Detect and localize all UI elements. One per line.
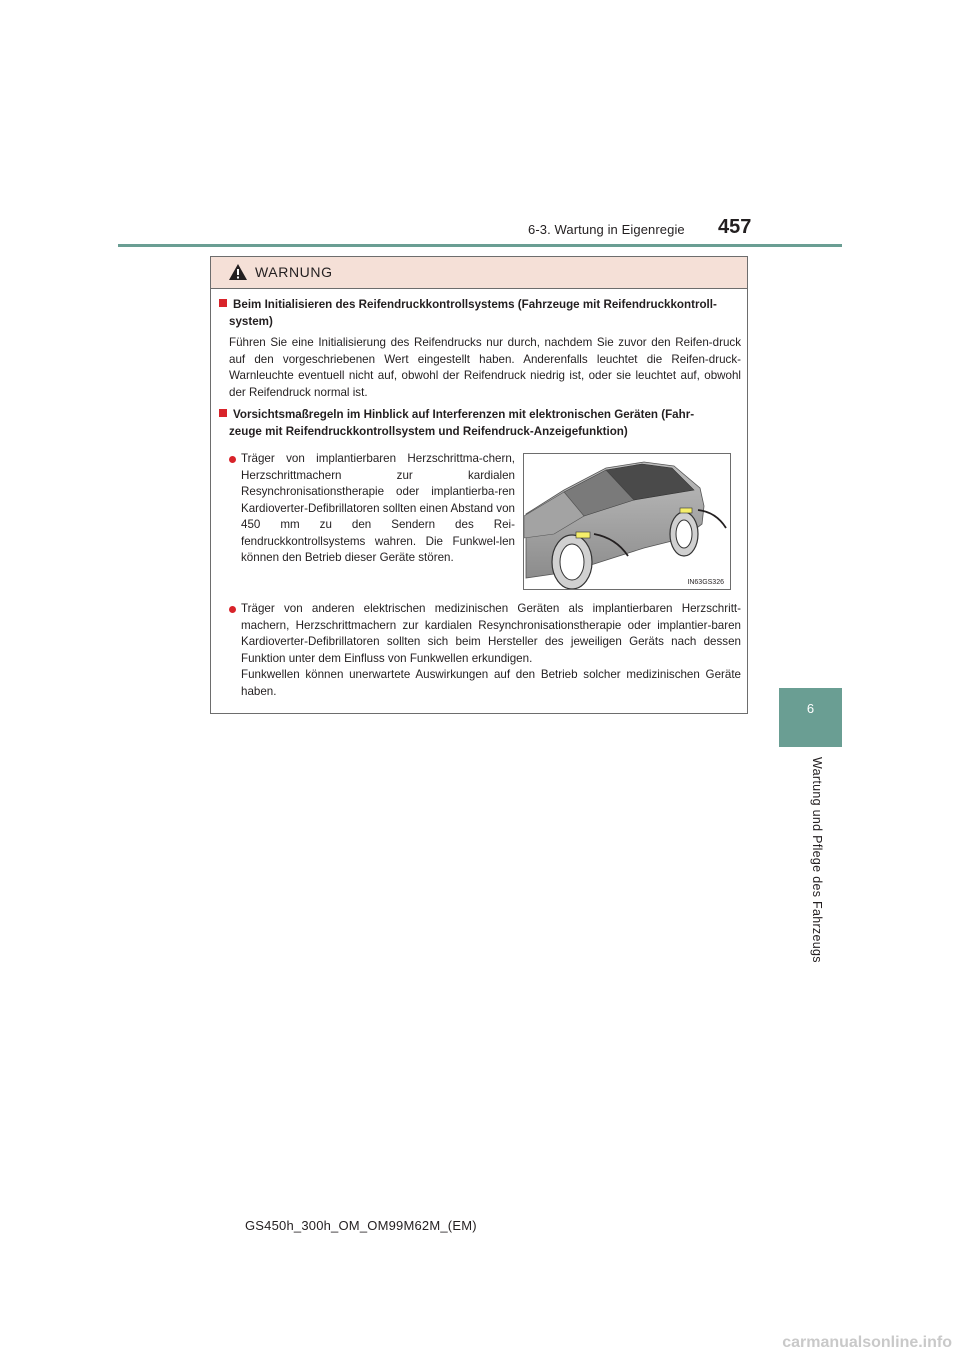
header-rule — [118, 244, 842, 247]
warning-triangle-icon — [228, 263, 248, 281]
warning-title: WARNUNG — [255, 264, 333, 280]
chapter-title: Wartung und Pflege des Fahrzeugs — [810, 757, 824, 963]
section1-title: Beim Initialisieren des Reifendruckkontrollsystems (Fahrzeuge mit Reifendruckkontroll- system) — [219, 297, 741, 330]
car-illustration-icon — [524, 454, 730, 589]
section1-body: Führen Sie eine Initialisierung des Reifendrucks nur durch, nachdem Sie zuvor den Reifen-druck auf den vorgeschriebenen Wert eingestellt haben. Anderenfalls leuchtet die Reifen-druck-Warnleuchte eventuell nicht auf, obwohl der Reifendruck niedrig ist, oder sie leuchtet auf, obwohl der Reifendruck normal ist. — [229, 336, 741, 399]
red-square-icon — [219, 299, 227, 307]
section-header: 6-3. Wartung in Eigenregie — [528, 222, 685, 237]
page-number: 457 — [718, 216, 752, 238]
manual-code: GS450h_300h_OM_OM99M62M_(EM) — [245, 1218, 477, 1233]
warning-header — [211, 257, 747, 289]
figure-code: IN63GS326 — [687, 579, 724, 586]
section2-title: Vorsichtsmaßregeln im Hinblick auf Interferenzen mit elektronischen Geräten (Fahr- zeuge mit Reifendruckkontrollsystem und Reifendruck-Anzeigefunktion) — [219, 407, 741, 440]
car-sensor-illustration — [523, 453, 731, 590]
warning-box — [210, 256, 748, 714]
red-dot-icon — [229, 606, 236, 613]
red-square-icon — [219, 409, 227, 417]
red-dot-icon — [229, 456, 236, 463]
bullet-item: Träger von anderen elektrischen medizinischen Geräten als implantierbaren Herzschritt-machern, Herzschrittmachern zur kardialen Resynchronisationstherapie oder implantier-baren Kardioverter-Defibrillatoren sollten sich beim Hersteller des jeweiligen Geräts nach dessen Funktion unter dem Einfluss von Funkwellen erkundigen. Funkwellen können unerwartete Auswirkungen auf den Betrieb solcher medizinischen Geräte haben. — [229, 601, 741, 700]
watermark: carmanualsonline.info — [782, 1334, 952, 1351]
bullet-item: Träger von implantierbaren Herzschrittma-chern, Herzschrittmachern zur kardialen Resynchronisationstherapie oder implantierba-ren Kardioverter-Defibrillatoren sollten einen Abstand von 450 mm zu den Sendern des Rei-fendruckkontrollsystems wahren. Die Funkwel-len können den Betrieb dieser Geräte stören. — [229, 451, 515, 567]
chapter-number: 6 — [806, 701, 815, 716]
chapter-tab — [779, 688, 842, 747]
